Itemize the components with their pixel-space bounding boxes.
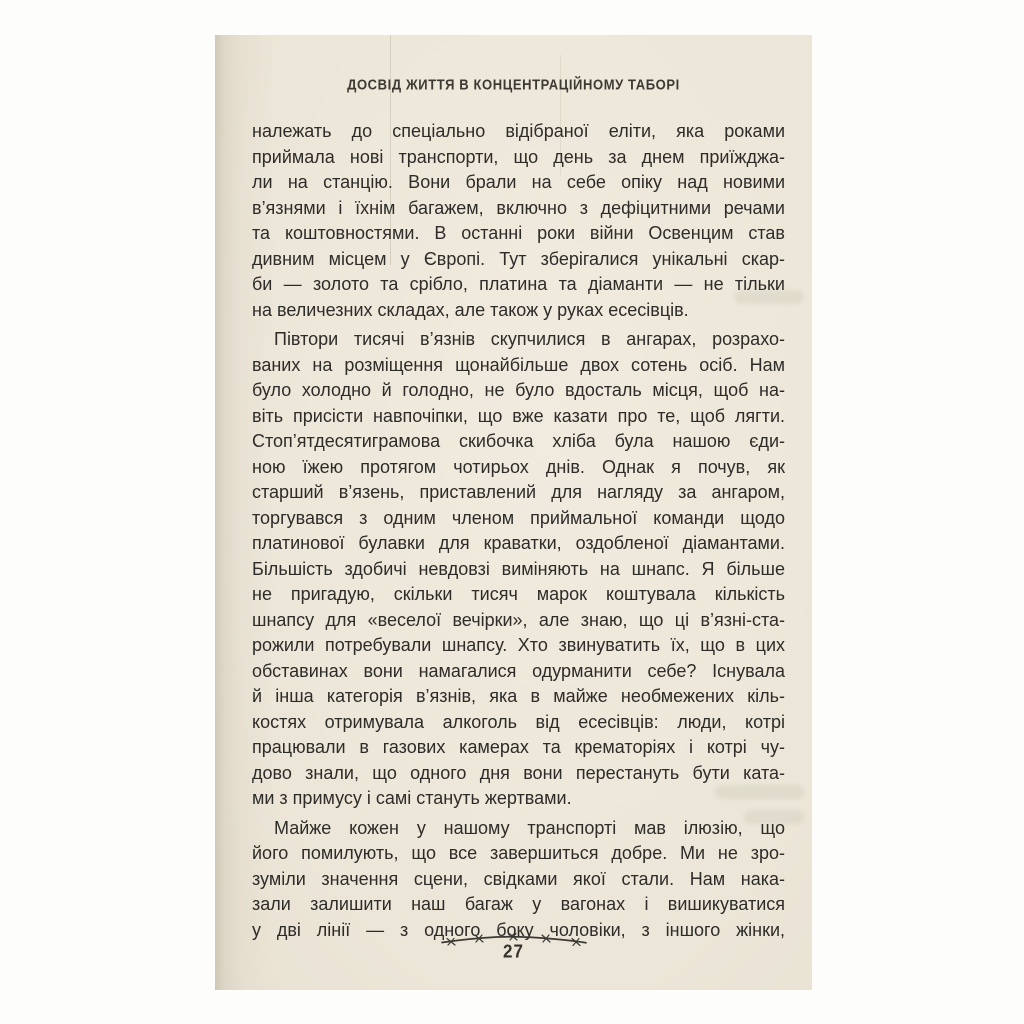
running-head: ДОСВІД ЖИТТЯ В КОНЦЕНТРАЦІЙНОМУ ТАБОРІ [347, 76, 680, 93]
text-line: належать до спеціально відібраної еліти, яка роками [252, 121, 785, 141]
text-line: та коштовностями. В останні роки війни Освенцим став [252, 223, 785, 243]
text-line: дивним місцем у Європі. Тут зберігалися унікальні скар- [252, 248, 785, 269]
text-line: віть присісти навпочіпки, що вже казати про те, щоб лягти. [252, 405, 785, 426]
text-line: обставинах вони намагалися одурманити себе? Існувала [252, 660, 785, 681]
text-line: було холодно й голодно, не було вдосталь місця, щоб на- [252, 380, 785, 400]
text-line: старший в’язень, приставлений для нагляду за ангаром, [252, 482, 785, 502]
ink-bleed-through [714, 785, 804, 799]
text-line: шнапсу для «веселої вечірки», але знаю, що ці в’язні-ста- [252, 609, 785, 630]
text-line: ли на станцію. Вони брали на себе опіку над новими [252, 172, 785, 192]
ink-bleed-through [744, 810, 804, 824]
text-line: ваних на розміщення щонайбільше двох сотень осіб. Нам [252, 354, 785, 375]
text-line: приймала нові транспорти, що день за днем приїжджа- [252, 146, 785, 167]
text-line: зуміли значення сцени, свідками якої стали. Нам нака- [252, 868, 785, 889]
text-line: Більшість здобичі невдовзі виміняють на шнапс. Я більше [252, 558, 785, 579]
text-line: працювали в газових камерах та крематоріях і котрі чу- [252, 737, 785, 757]
text-line: й інша категорія в’язнів, яка в майже необмежених кіль- [252, 686, 785, 706]
text-line: Півтори тисячі в’язнів скупчилися в ангарах, розрахо- [274, 329, 785, 349]
text-line: в’язнями і їхнім багажем, включно з дефіцитними речами [252, 197, 785, 218]
text-line: ною їжею протягом чотирьох днів. Однак я почув, як [252, 456, 785, 477]
text-line: дово знали, що одного дня вони перестануть бути ката- [252, 762, 785, 783]
paragraph [252, 119, 785, 323]
text-line: не пригадую, скільки тисяч марок коштувала кількість [252, 584, 785, 604]
book-page [215, 35, 812, 990]
text-line: Майже кожен у нашому транспорті мав ілюзію, що [274, 817, 785, 838]
text-line: рожили потребували шнапсу. Хто звинуватить їх, що в цих [252, 635, 785, 655]
page-number: 27 [503, 941, 524, 962]
text-line: би — золото та срібло, платина та діаманти — не тільки [252, 274, 785, 294]
page-footer [215, 930, 812, 962]
paragraph [252, 327, 785, 812]
text-line: торгувався з одним членом приймальної команди щодо [252, 507, 785, 528]
ink-bleed-through [734, 290, 804, 304]
text-line: платинової булавки для краватки, оздобленої діамантами. [252, 533, 785, 553]
text-line: Стоп’ятдесятиграмова скибочка хліба була нашою єди- [252, 431, 785, 451]
text-line: зали залишити наш багаж у вагонах і вишикуватися [252, 894, 785, 914]
text-line: його помилують, що все завершиться добре. Ми не зро- [252, 843, 785, 863]
paragraph [252, 816, 785, 944]
text-line: ми з примусу і самі стануть жертвами. [252, 788, 572, 808]
page-body-text [252, 119, 785, 943]
text-line: у дві лінії — з одного боку чоловіки, з іншого жінки, [252, 919, 785, 940]
text-line: костях отримувала алкоголь від есесівців: люди, котрі [252, 711, 785, 732]
text-line: на величезних складах, але також у руках есесівців. [252, 299, 689, 320]
